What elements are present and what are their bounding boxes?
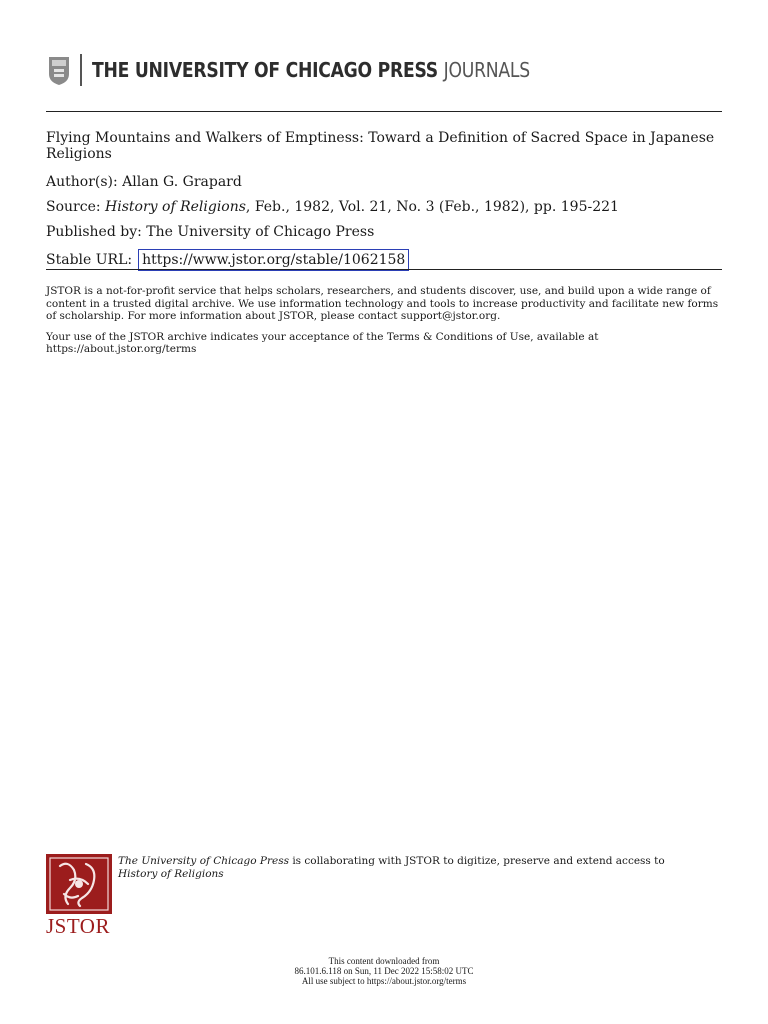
university-seal-icon bbox=[46, 54, 72, 86]
jstor-notice bbox=[46, 285, 726, 364]
source-label: Source: bbox=[46, 199, 101, 215]
collaboration-middle: is collaborating with JSTOR to digitize, preserve and extend access to bbox=[288, 855, 665, 867]
publisher-name: THE UNIVERSITY OF CHICAGO PRESS bbox=[92, 58, 438, 82]
source-line bbox=[46, 199, 722, 215]
article-metadata bbox=[46, 130, 722, 280]
source-journal: History of Religions bbox=[105, 199, 246, 215]
logo-divider bbox=[80, 54, 82, 86]
stable-url-label: Stable URL: bbox=[46, 252, 133, 268]
publisher-line bbox=[46, 224, 722, 240]
jstor-wordmark: JSTOR bbox=[46, 914, 110, 938]
source-details: , Feb., 1982, Vol. 21, No. 3 (Feb., 1982), pp. 195-221 bbox=[245, 199, 619, 215]
collaboration-text bbox=[118, 855, 678, 939]
stable-url-line bbox=[46, 249, 722, 271]
collaboration-footer bbox=[46, 854, 678, 939]
notice-paragraph-2: Your use of the JSTOR archive indicates your acceptance of the Terms & Conditions of Use, available at https://about.jstor.org/terms bbox=[46, 330, 599, 355]
author-line bbox=[46, 174, 722, 190]
author-name: Allan G. Grapard bbox=[122, 174, 242, 190]
collab-journal: History of Religions bbox=[118, 867, 224, 880]
jstor-mark bbox=[46, 854, 112, 939]
top-rule bbox=[46, 111, 722, 112]
middle-rule bbox=[46, 269, 722, 270]
download-info bbox=[0, 956, 768, 986]
partner-name: The University of Chicago Press bbox=[118, 855, 289, 867]
article-title: Flying Mountains and Walkers of Emptiness: Toward a Definition of Sacred Space in Japanese Religions bbox=[46, 130, 715, 162]
journals-label: JOURNALS bbox=[443, 58, 530, 82]
download-line-2: 86.101.6.118 on Sun, 11 Dec 2022 15:58:02 UTC bbox=[294, 966, 474, 976]
publisher-value: The University of Chicago Press bbox=[146, 224, 375, 240]
publisher-header bbox=[46, 54, 601, 86]
publisher-logo-text bbox=[92, 58, 530, 82]
notice-paragraph-1: JSTOR is a not-for-profit service that helps scholars, researchers, and students discover, use, and build upon a wide range of content in a trusted digital archive. We use information technology and tools to increase productivity and facilitate new forms of scholarship. For more information about JSTOR, please contact support@jstor.org. bbox=[46, 285, 719, 322]
download-line-1: This content downloaded from bbox=[328, 956, 440, 966]
jstor-logo-icon bbox=[46, 854, 112, 914]
published-label: Published by: bbox=[46, 224, 142, 240]
author-label: Author(s): bbox=[46, 174, 118, 190]
stable-url-link[interactable]: https://www.jstor.org/stable/1062158 bbox=[138, 249, 409, 271]
download-line-3: All use subject to https://about.jstor.org/terms bbox=[301, 976, 467, 986]
